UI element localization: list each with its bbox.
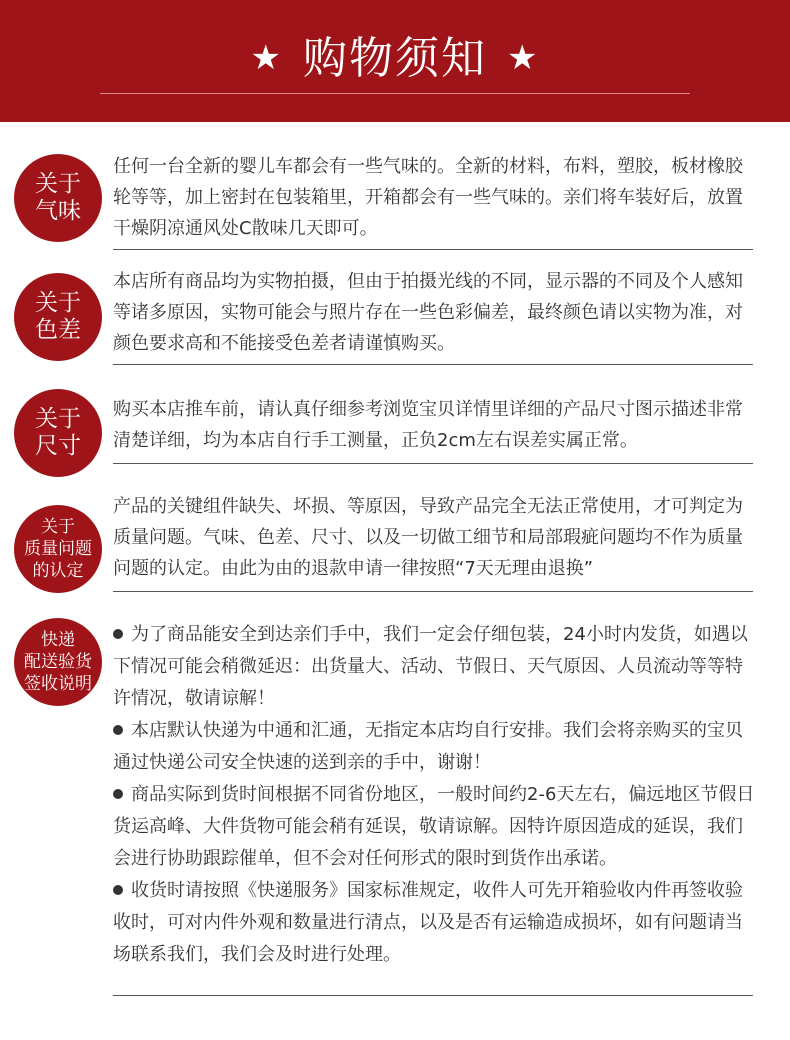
- badge-line: 配送验货: [24, 652, 92, 672]
- badge-smell: [14, 154, 102, 242]
- section-delivery-text: [113, 619, 758, 971]
- badge-line: 关于: [41, 517, 75, 537]
- badge-line: 关于: [35, 171, 81, 197]
- divider: [113, 364, 753, 365]
- bullet-item: [113, 715, 758, 779]
- badge-line: 色差: [35, 317, 81, 343]
- bullet-text: 商品实际到货时间根据不同省份地区，一般时间约2-6天左右，偏远地区节假日货运高峰、大件货物可能会稍有延误，敬请谅解。因特许原因造成的延误，我们会进行协助跟踪催单，但不会对任何形式的限时到货作出承诺。: [113, 784, 755, 869]
- bullet-icon: [113, 885, 123, 895]
- section-size-text: [113, 394, 758, 456]
- badge-color-difference: [14, 273, 102, 361]
- bullet-item: [113, 875, 758, 971]
- divider: [113, 463, 753, 464]
- page-title-text: 购物须知: [303, 33, 487, 84]
- bullet-item: [113, 779, 758, 875]
- divider: [113, 995, 753, 996]
- paragraph: 购买本店推车前，请认真仔细参考浏览宝贝详情里详细的产品尺寸图示描述非常清楚详细，均为本店自行手工测量，正负2cm左右误差实属正常。: [113, 399, 743, 451]
- header-underline: [100, 93, 690, 94]
- badge-line: 气味: [35, 198, 81, 224]
- bullet-icon: [113, 789, 123, 799]
- section-quality-text: [113, 491, 758, 584]
- bullet-icon: [113, 725, 123, 735]
- paragraph: 本店所有商品均为实物拍摄，但由于拍摄光线的不同，显示器的不同及个人感知等诸多原因，实物可能会与照片存在一些色彩偏差，最终颜色请以实物为准，对颜色要求高和不能接受色差者请谨慎购买。: [113, 271, 743, 354]
- divider: [113, 249, 753, 250]
- divider: [113, 591, 753, 592]
- badge-line: 质量问题: [24, 539, 92, 559]
- section-smell-text: [113, 151, 758, 244]
- star-right-icon: ★: [507, 38, 540, 78]
- section-color-text: [113, 266, 758, 359]
- bullet-item: [113, 619, 758, 715]
- badge-line: 尺寸: [35, 433, 81, 459]
- badge-line: 的认定: [32, 561, 84, 581]
- header-banner: [0, 0, 790, 122]
- bullet-text: 为了商品能安全到达亲们手中，我们一定会仔细包装，24小时内发货，如遇以下情况可能会稍微延迟：出货量大、活动、节假日、天气原因、人员流动等等特许情况，敬请谅解！: [113, 624, 748, 709]
- bullet-text: 本店默认快递为中通和汇通，无指定本店均自行安排。我们会将亲购买的宝贝通过快递公司安全快速的送到亲的手中，谢谢！: [113, 720, 743, 773]
- page-title: [0, 26, 790, 91]
- paragraph: 任何一台全新的婴儿车都会有一些气味的。全新的材料，布料，塑胶，板材橡胶轮等等，加上密封在包装箱里，开箱都会有一些气味的。亲们将车装好后，放置干燥阴凉通风处C散味几天即可。: [113, 156, 743, 239]
- bullet-icon: [113, 629, 123, 639]
- badge-quality: [14, 505, 102, 593]
- badge-line: 关于: [35, 290, 81, 316]
- bullet-text: 收货时请按照《快递服务》国家标准规定，收件人可先开箱验收内件再签收验收时，可对内件外观和数量进行清点，以及是否有运输造成损坏，如有问题请当场联系我们，我们会及时进行处理。: [113, 880, 743, 965]
- badge-line: 关于: [35, 406, 81, 432]
- badge-line: 签收说明: [24, 674, 92, 694]
- badge-line: 快递: [41, 630, 75, 650]
- star-left-icon: ★: [250, 38, 283, 78]
- paragraph: 产品的关键组件缺失、坏损、等原因，导致产品完全无法正常使用，才可判定为质量问题。气味、色差、尺寸、以及一切做工细节和局部瑕疵问题均不作为质量问题的认定。由此为由的退款申请一律按照“7天无理由退换”: [113, 496, 743, 579]
- badge-size: [14, 389, 102, 477]
- badge-delivery: [14, 618, 102, 706]
